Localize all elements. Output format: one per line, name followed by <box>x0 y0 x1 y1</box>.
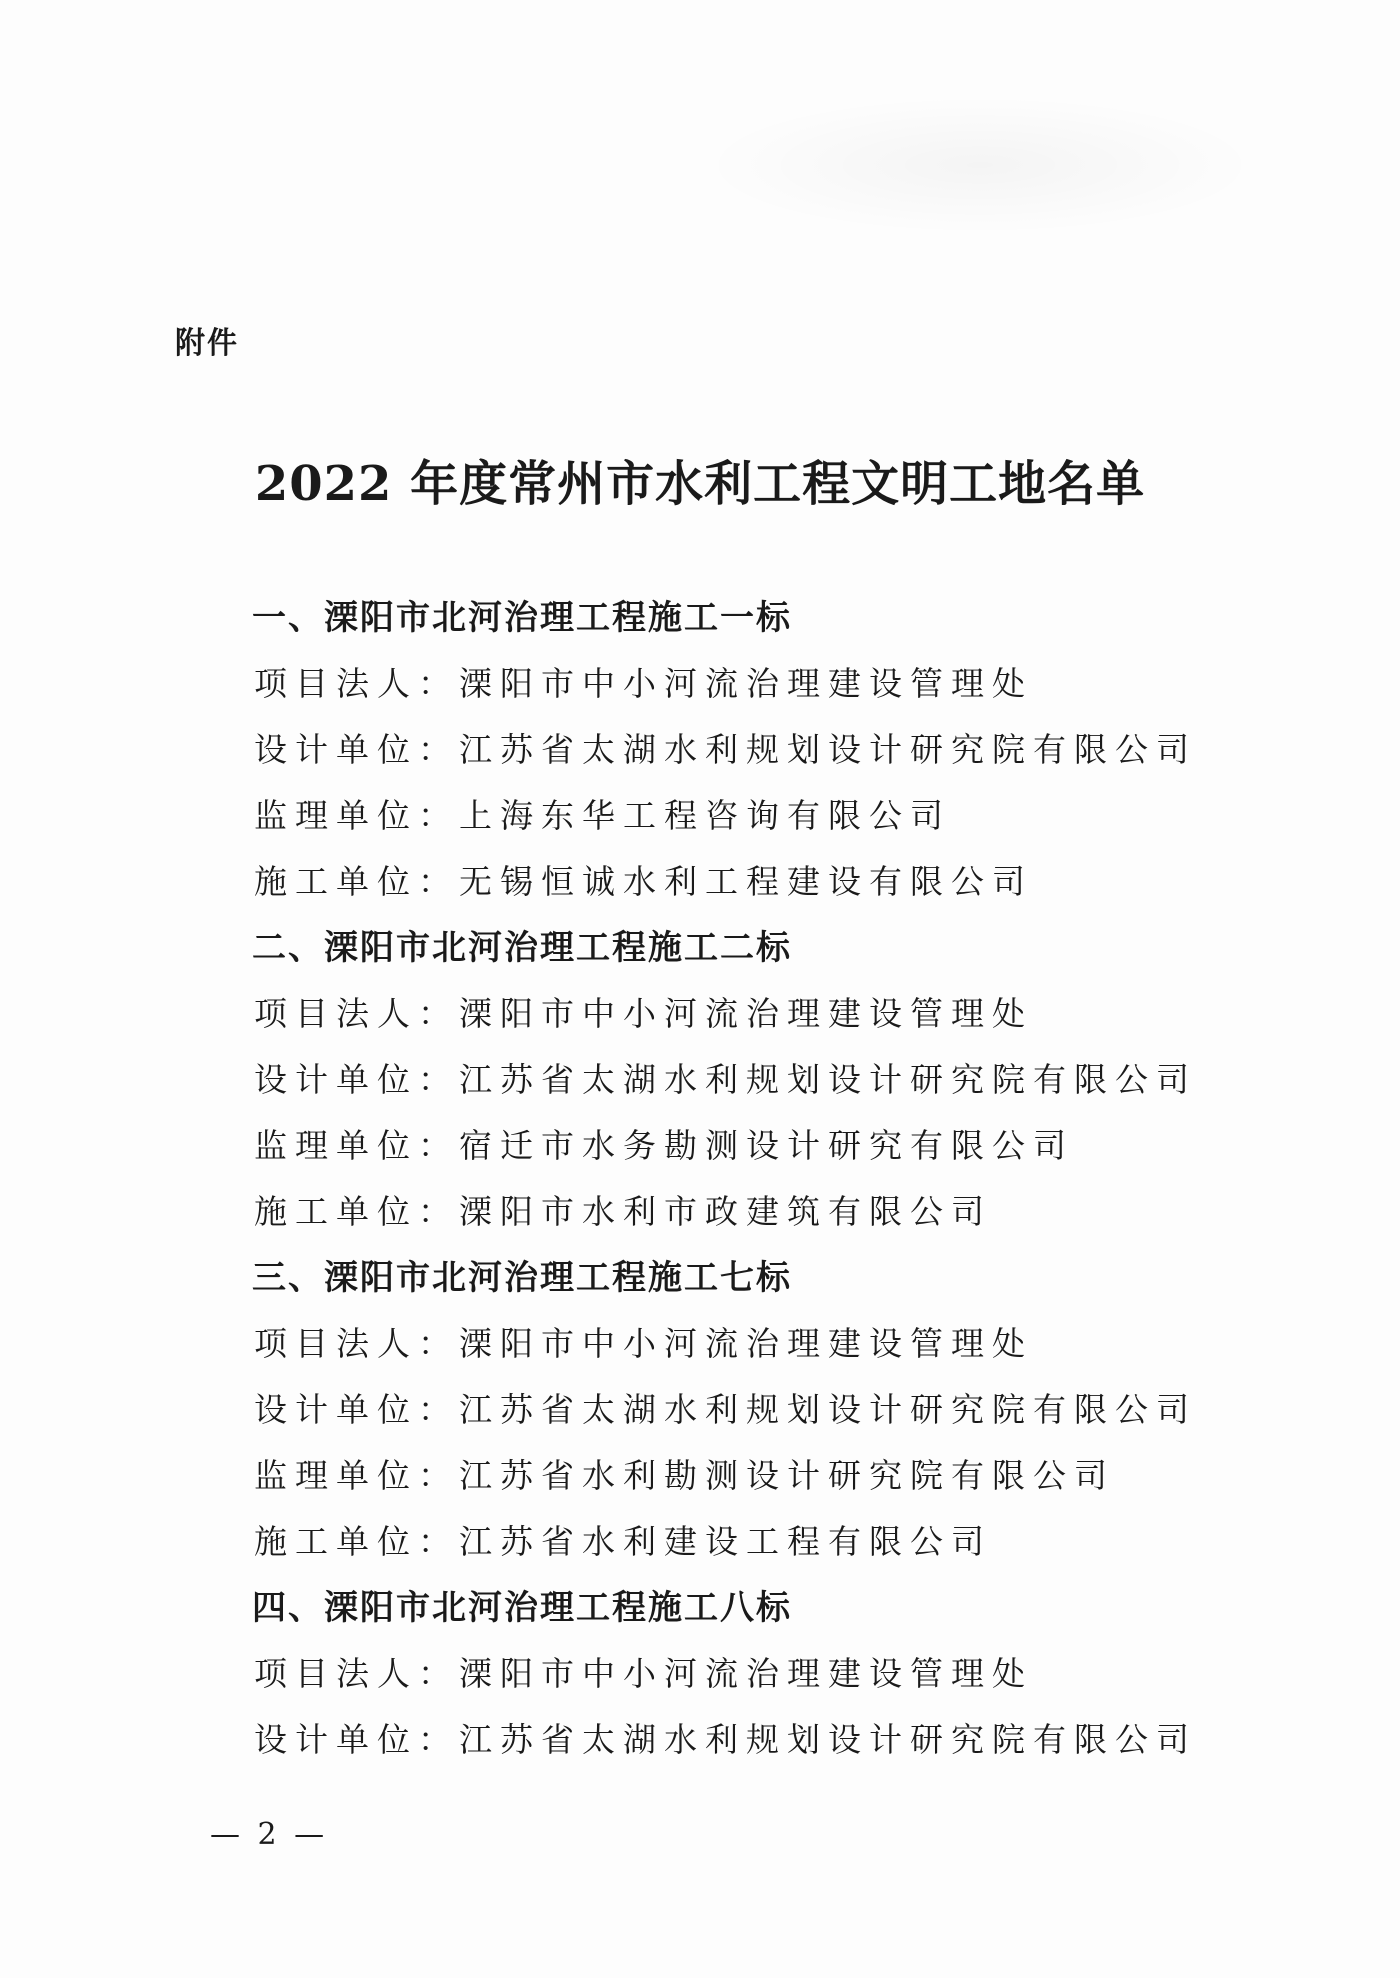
supervision-unit-line: 监理单位：上海东华工程咨询有限公司 <box>254 796 951 835</box>
section-heading: 二、溧阳市北河治理工程施工二标 <box>252 928 792 968</box>
design-unit-line: 设计单位：江苏省太湖水利规划设计研究院有限公司 <box>254 1720 1197 1759</box>
attachment-label: 附件 <box>175 326 239 361</box>
project-owner-line: 项目法人：溧阳市中小河流治理建设管理处 <box>254 994 1033 1033</box>
document-title: 2022 年度常州市水利工程文明工地名单 <box>254 456 1146 512</box>
bleed-through-mark <box>700 95 1260 235</box>
award-list <box>0 585 1400 1773</box>
supervision-unit-line: 监理单位：宿迁市水务勘测设计研究有限公司 <box>254 1126 1074 1165</box>
project-owner-line: 项目法人：溧阳市中小河流治理建设管理处 <box>254 664 1033 703</box>
section-heading: 一、溧阳市北河治理工程施工一标 <box>252 598 792 638</box>
construction-unit-line: 施工单位：溧阳市水利市政建筑有限公司 <box>254 1192 992 1231</box>
section-heading: 三、溧阳市北河治理工程施工七标 <box>252 1258 792 1298</box>
project-owner-line: 项目法人：溧阳市中小河流治理建设管理处 <box>254 1654 1033 1693</box>
construction-unit-line: 施工单位：无锡恒诚水利工程建设有限公司 <box>254 862 1033 901</box>
section-heading: 四、溧阳市北河治理工程施工八标 <box>252 1588 792 1628</box>
design-unit-line: 设计单位：江苏省太湖水利规划设计研究院有限公司 <box>254 1390 1197 1429</box>
design-unit-line: 设计单位：江苏省太湖水利规划设计研究院有限公司 <box>254 730 1197 769</box>
page-number: — 2 — <box>210 1817 329 1852</box>
project-owner-line: 项目法人：溧阳市中小河流治理建设管理处 <box>254 1324 1033 1363</box>
supervision-unit-line: 监理单位：江苏省水利勘测设计研究院有限公司 <box>254 1456 1115 1495</box>
construction-unit-line: 施工单位：江苏省水利建设工程有限公司 <box>254 1522 992 1561</box>
design-unit-line: 设计单位：江苏省太湖水利规划设计研究院有限公司 <box>254 1060 1197 1099</box>
